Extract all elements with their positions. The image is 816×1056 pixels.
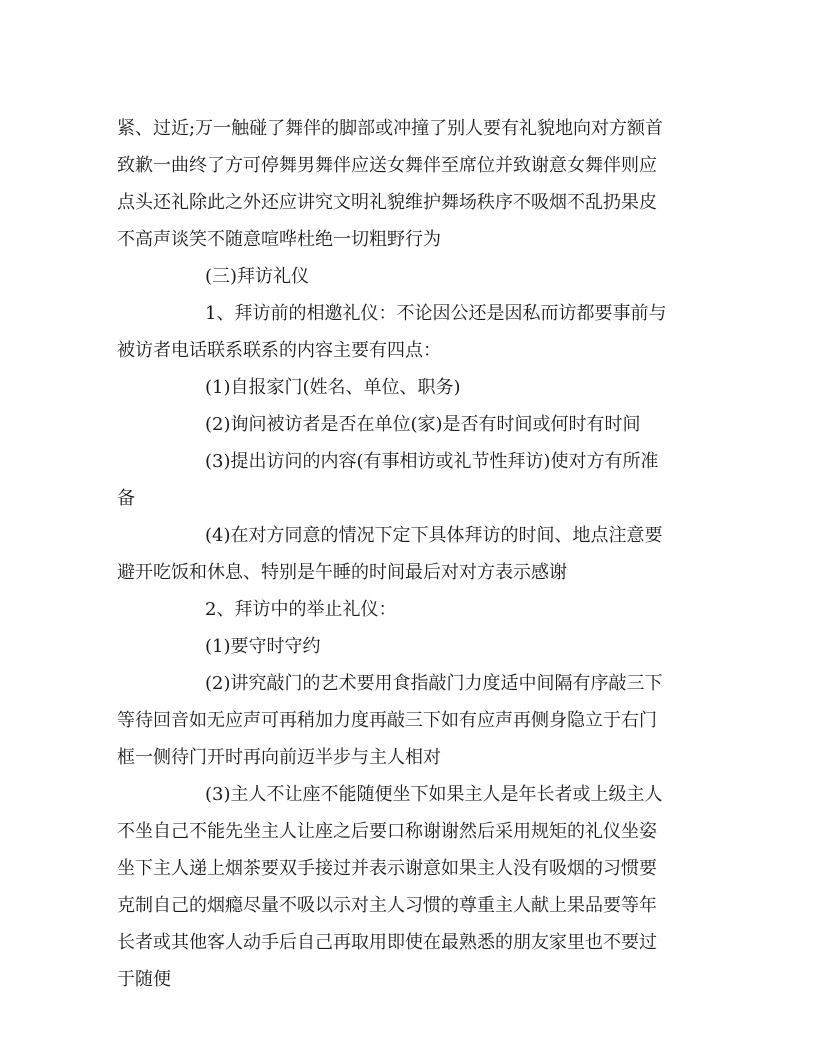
text-line: 备: [117, 488, 135, 509]
text-line: 不高声谈笑不随意喧哗杜绝一切粗野行为: [117, 229, 441, 250]
document-body: [117, 110, 687, 998]
list-item: (1)自报家门(姓名、单位、职务): [205, 377, 461, 398]
list-item: (3)主人不让座不能随便坐下如果主人是年长者或上级主人: [205, 784, 663, 805]
text-line: 于随便: [117, 969, 171, 990]
text-line: 不坐自己不能先坐主人让座之后要口称谢谢然后采用规矩的礼仪坐姿: [117, 821, 657, 842]
list-item: (3)提出访问的内容(有事相访或礼节性拜访)使对方有所准: [205, 451, 659, 472]
list-item: (1)要守时守约: [205, 636, 321, 657]
text-line: 被访者电话联系联系的内容主要有四点：: [117, 340, 441, 361]
list-item: (2)讲究敲门的艺术要用食指敲门力度适中间隔有序敲三下: [205, 673, 663, 694]
subsection-heading: 2、拜访中的举止礼仪：: [205, 599, 397, 620]
text-line: 坐下主人递上烟茶要双手接过并表示谢意如果主人没有吸烟的习惯要: [117, 858, 657, 879]
text-line: 框一侧待门开时再向前迈半步与主人相对: [117, 747, 441, 768]
text-line: 克制自己的烟瘾尽量不吸以示对主人习惯的尊重主人献上果品要等年: [117, 895, 657, 916]
list-item: (2)询问被访者是否在单位(家)是否有时间或何时有时间: [205, 414, 641, 435]
text-line: 避开吃饭和休息、特别是午睡的时间最后对对方表示感谢: [117, 562, 567, 583]
text-line: 长者或其他客人动手后自己再取用即使在最熟悉的朋友家里也不要过: [117, 932, 657, 953]
text-line: 等待回音如无应声可再稍加力度再敲三下如有应声再侧身隐立于右门: [117, 710, 657, 731]
list-item: (4)在对方同意的情况下定下具体拜访的时间、地点注意要: [205, 525, 663, 546]
text-line: 致歉一曲终了方可停舞男舞伴应送女舞伴至席位并致谢意女舞伴则应: [117, 155, 657, 176]
text-line: 1、拜访前的相邀礼仪：不论因公还是因私而访都要事前与: [205, 303, 667, 324]
section-heading: (三)拜访礼仪: [205, 266, 310, 287]
text-line: 点头还礼除此之外还应讲究文明礼貌维护舞场秩序不吸烟不乱扔果皮: [117, 192, 657, 213]
text-line: 紧、过近;万一触碰了舞伴的脚部或冲撞了别人要有礼貌地向对方额首: [117, 118, 664, 139]
